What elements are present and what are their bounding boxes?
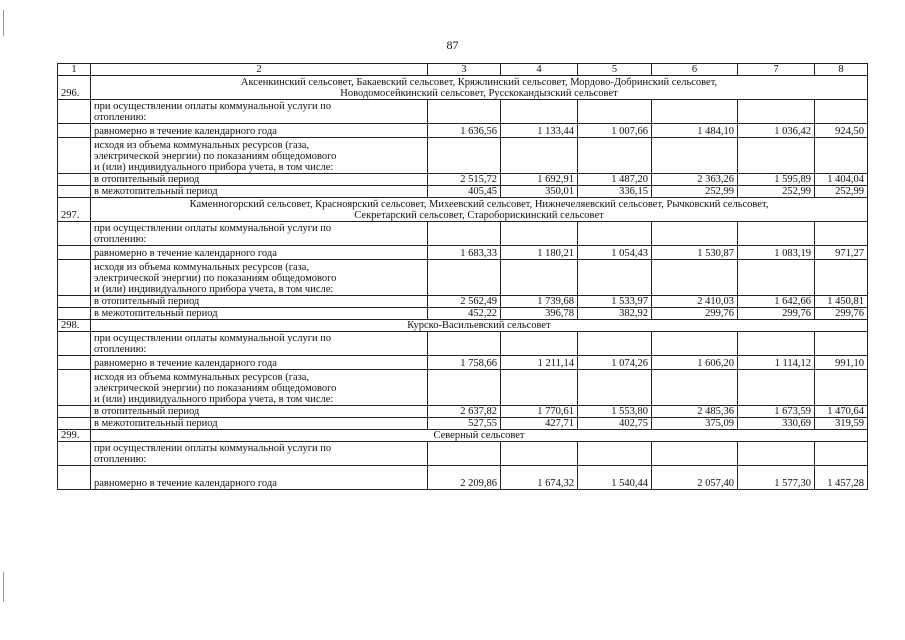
row-number-cell [58, 442, 91, 466]
row-number-cell [58, 356, 91, 370]
empty-cell [815, 100, 868, 124]
row-number-cell [58, 466, 91, 490]
intro-text-line: при осуществлении оплаты коммунальной услуги по [94, 333, 332, 344]
column-header: 5 [578, 64, 652, 76]
value-cell: 405,45 [428, 186, 501, 198]
table-row [58, 222, 868, 246]
value-cell: 252,99 [738, 186, 815, 198]
empty-cell [738, 332, 815, 356]
row-number: 296. [58, 76, 91, 100]
empty-cell [738, 222, 815, 246]
row-number: 299. [58, 430, 91, 442]
value-cell: 1 470,64 [815, 406, 868, 418]
empty-cell [738, 138, 815, 174]
empty-cell [738, 370, 815, 406]
meter-text [91, 260, 428, 296]
column-header: 4 [501, 64, 578, 76]
column-header: 1 [58, 64, 91, 76]
empty-cell [815, 370, 868, 406]
empty-cell [428, 442, 501, 466]
section-title-line: Северный сельсовет [433, 430, 525, 441]
value-cell: 350,01 [501, 186, 578, 198]
value-cell: 1 673,59 [738, 406, 815, 418]
intro-text-line: отоплению: [94, 234, 147, 245]
value-cell: 1 553,80 [578, 406, 652, 418]
empty-cell [428, 138, 501, 174]
value-cell: 1 674,32 [501, 466, 578, 490]
value-cell: 1 642,66 [738, 296, 815, 308]
meter-text-line: исходя из объема коммунальных ресурсов (газа, [94, 140, 310, 151]
value-cell: 2 057,40 [652, 466, 738, 490]
empty-cell [501, 260, 578, 296]
row-number-cell [58, 332, 91, 356]
intro-text [91, 222, 428, 246]
value-cell: 924,50 [815, 124, 868, 138]
empty-cell [428, 100, 501, 124]
meter-text-line: исходя из объема коммунальных ресурсов (газа, [94, 372, 310, 383]
value-cell: 1 606,20 [652, 356, 738, 370]
value-cell: 1 450,81 [815, 296, 868, 308]
empty-cell [815, 442, 868, 466]
value-cell: 252,99 [815, 186, 868, 198]
value-cell: 1 114,12 [738, 356, 815, 370]
empty-cell [652, 370, 738, 406]
intro-text-line: отоплению: [94, 454, 147, 465]
column-header: 3 [428, 64, 501, 76]
value-cell: 991,10 [815, 356, 868, 370]
empty-cell [738, 442, 815, 466]
empty-cell [578, 138, 652, 174]
empty-cell [501, 332, 578, 356]
section-title-row [58, 320, 868, 332]
page-number: 87 [446, 38, 459, 52]
value-cell: 1 054,43 [578, 246, 652, 260]
value-cell: 1 770,61 [501, 406, 578, 418]
table-row [58, 246, 868, 260]
empty-cell [578, 442, 652, 466]
value-cell: 1 083,19 [738, 246, 815, 260]
value-cell: 252,99 [652, 186, 738, 198]
value-cell: 1 133,44 [501, 124, 578, 138]
value-cell: 375,09 [652, 418, 738, 430]
empty-cell [501, 442, 578, 466]
meter-text [91, 138, 428, 174]
empty-cell [815, 138, 868, 174]
intro-text-line: при осуществлении оплаты коммунальной услуги по [94, 223, 332, 234]
empty-cell [501, 370, 578, 406]
value-cell: 2 363,26 [652, 174, 738, 186]
meter-text-line: электрической энергии) по показаниям общедомового [94, 273, 337, 284]
value-cell: 1 595,89 [738, 174, 815, 186]
section-title-row [58, 430, 868, 442]
column-header-row [58, 64, 868, 76]
value-cell: 1 533,97 [578, 296, 652, 308]
value-cell: 1 683,33 [428, 246, 501, 260]
value-cell: 971,27 [815, 246, 868, 260]
empty-cell [738, 100, 815, 124]
section-title [91, 320, 868, 332]
row-number-cell [58, 186, 91, 198]
meter-text-line: исходя из объема коммунальных ресурсов (газа, [94, 262, 310, 273]
section-title [91, 76, 868, 100]
row-number-cell [58, 138, 91, 174]
value-cell: 1 487,20 [578, 174, 652, 186]
value-cell: 1 211,14 [501, 356, 578, 370]
column-header: 8 [815, 64, 868, 76]
value-cell: 319,59 [815, 418, 868, 430]
intro-text [91, 332, 428, 356]
value-cell: 452,22 [428, 308, 501, 320]
empty-cell [652, 442, 738, 466]
meter-text-line: и (или) индивидуального прибора учета, в том числе: [94, 284, 334, 295]
intro-text [91, 442, 428, 466]
row-number-cell [58, 222, 91, 246]
table-row [58, 260, 868, 296]
row-number-cell [58, 370, 91, 406]
value-cell: 2 485,36 [652, 406, 738, 418]
scan-edge-mark [3, 572, 4, 602]
value-cell: 396,78 [501, 308, 578, 320]
value-cell: 2 515,72 [428, 174, 501, 186]
value-cell: 1 484,10 [652, 124, 738, 138]
section-title-line: Курско-Васильевский сельсовет [407, 320, 551, 331]
table-row [58, 296, 868, 308]
empty-cell [578, 100, 652, 124]
row-label: в отопительный период [91, 174, 428, 186]
row-label: равномерно в течение календарного года [91, 124, 428, 138]
value-cell: 1 074,26 [578, 356, 652, 370]
empty-cell [652, 332, 738, 356]
empty-cell [652, 260, 738, 296]
table-row [58, 356, 868, 370]
column-header: 7 [738, 64, 815, 76]
column-header: 6 [652, 64, 738, 76]
intro-text [91, 100, 428, 124]
empty-cell [738, 260, 815, 296]
table-row [58, 406, 868, 418]
value-cell: 299,76 [738, 308, 815, 320]
value-cell: 1 577,30 [738, 466, 815, 490]
section-title-line: Новодомосейкинский сельсовет, Русскокандызский сельсовет [340, 88, 618, 99]
row-label: в межотопительный период [91, 186, 428, 198]
empty-cell [428, 222, 501, 246]
value-cell: 1 540,44 [578, 466, 652, 490]
empty-cell [815, 260, 868, 296]
value-cell: 2 209,86 [428, 466, 501, 490]
column-header: 2 [91, 64, 428, 76]
table-row [58, 186, 868, 198]
meter-text-line: и (или) индивидуального прибора учета, в том числе: [94, 394, 334, 405]
row-number-cell [58, 296, 91, 308]
value-cell: 2 637,82 [428, 406, 501, 418]
empty-cell [501, 100, 578, 124]
intro-text-line: при осуществлении оплаты коммунальной услуги по [94, 101, 332, 112]
value-cell: 2 562,49 [428, 296, 501, 308]
table-row [58, 332, 868, 356]
row-number-cell [58, 418, 91, 430]
row-number: 298. [58, 320, 91, 332]
row-number-cell [58, 100, 91, 124]
table-row [58, 174, 868, 186]
value-cell: 1 036,42 [738, 124, 815, 138]
row-label: равномерно в течение календарного года [91, 466, 428, 490]
value-cell: 402,75 [578, 418, 652, 430]
row-number-cell [58, 308, 91, 320]
section-title-row [58, 198, 868, 222]
row-number-cell [58, 246, 91, 260]
row-label: равномерно в течение календарного года [91, 246, 428, 260]
value-cell: 330,69 [738, 418, 815, 430]
row-label: в межотопительный период [91, 308, 428, 320]
row-label: равномерно в течение календарного года [91, 356, 428, 370]
value-cell: 299,76 [815, 308, 868, 320]
value-cell: 1 530,87 [652, 246, 738, 260]
empty-cell [501, 222, 578, 246]
meter-text-line: электрической энергии) по показаниям общедомового [94, 151, 337, 162]
empty-cell [578, 370, 652, 406]
value-cell: 1 739,68 [501, 296, 578, 308]
section-title-line: Аксенкинский сельсовет, Бакаевский сельсовет, Кряжлинский сельсовет, Мордово-Добринский сельсовет, [240, 77, 718, 88]
intro-text-line: отоплению: [94, 344, 147, 355]
value-cell: 1 636,56 [428, 124, 501, 138]
table-row [58, 124, 868, 138]
row-label: в отопительный период [91, 406, 428, 418]
empty-cell [652, 138, 738, 174]
empty-cell [578, 332, 652, 356]
empty-cell [815, 222, 868, 246]
value-cell: 427,71 [501, 418, 578, 430]
intro-text-line: отоплению: [94, 112, 147, 123]
table-row [58, 100, 868, 124]
section-title-line: Каменногорский сельсовет, Красноярский сельсовет, Михеевский сельсовет, Нижнечеляевский сельсовет, Рычковский сельсовет, [189, 199, 769, 210]
row-number-cell [58, 406, 91, 418]
table-row [58, 466, 868, 490]
value-cell: 299,76 [652, 308, 738, 320]
table-row [58, 308, 868, 320]
table-row [58, 138, 868, 174]
value-cell: 1 457,28 [815, 466, 868, 490]
table-row [58, 442, 868, 466]
value-cell: 336,15 [578, 186, 652, 198]
value-cell: 1 758,66 [428, 356, 501, 370]
table-row [58, 370, 868, 406]
empty-cell [578, 222, 652, 246]
section-title-row [58, 76, 868, 100]
row-label: в отопительный период [91, 296, 428, 308]
row-number-cell [58, 174, 91, 186]
section-title-line: Секретарский сельсовет, Староборискинский сельсовет [354, 210, 604, 221]
value-cell: 382,92 [578, 308, 652, 320]
empty-cell [652, 100, 738, 124]
row-number-cell [58, 260, 91, 296]
value-cell: 1 404,04 [815, 174, 868, 186]
intro-text-line: при осуществлении оплаты коммунальной услуги по [94, 443, 332, 454]
row-label: в межотопительный период [91, 418, 428, 430]
empty-cell [428, 260, 501, 296]
row-number: 297. [58, 198, 91, 222]
table-row [58, 418, 868, 430]
section-title [91, 198, 868, 222]
empty-cell [578, 260, 652, 296]
tariff-table [57, 63, 868, 490]
empty-cell [815, 332, 868, 356]
value-cell: 1 007,66 [578, 124, 652, 138]
value-cell: 2 410,03 [652, 296, 738, 308]
meter-text-line: и (или) индивидуального прибора учета, в том числе: [94, 162, 334, 173]
empty-cell [652, 222, 738, 246]
section-title [91, 430, 868, 442]
empty-cell [501, 138, 578, 174]
meter-text-line: электрической энергии) по показаниям общедомового [94, 383, 337, 394]
value-cell: 1 692,91 [501, 174, 578, 186]
value-cell: 527,55 [428, 418, 501, 430]
scan-edge-mark [3, 10, 4, 36]
value-cell: 1 180,21 [501, 246, 578, 260]
meter-text [91, 370, 428, 406]
empty-cell [428, 370, 501, 406]
row-number-cell [58, 124, 91, 138]
empty-cell [428, 332, 501, 356]
